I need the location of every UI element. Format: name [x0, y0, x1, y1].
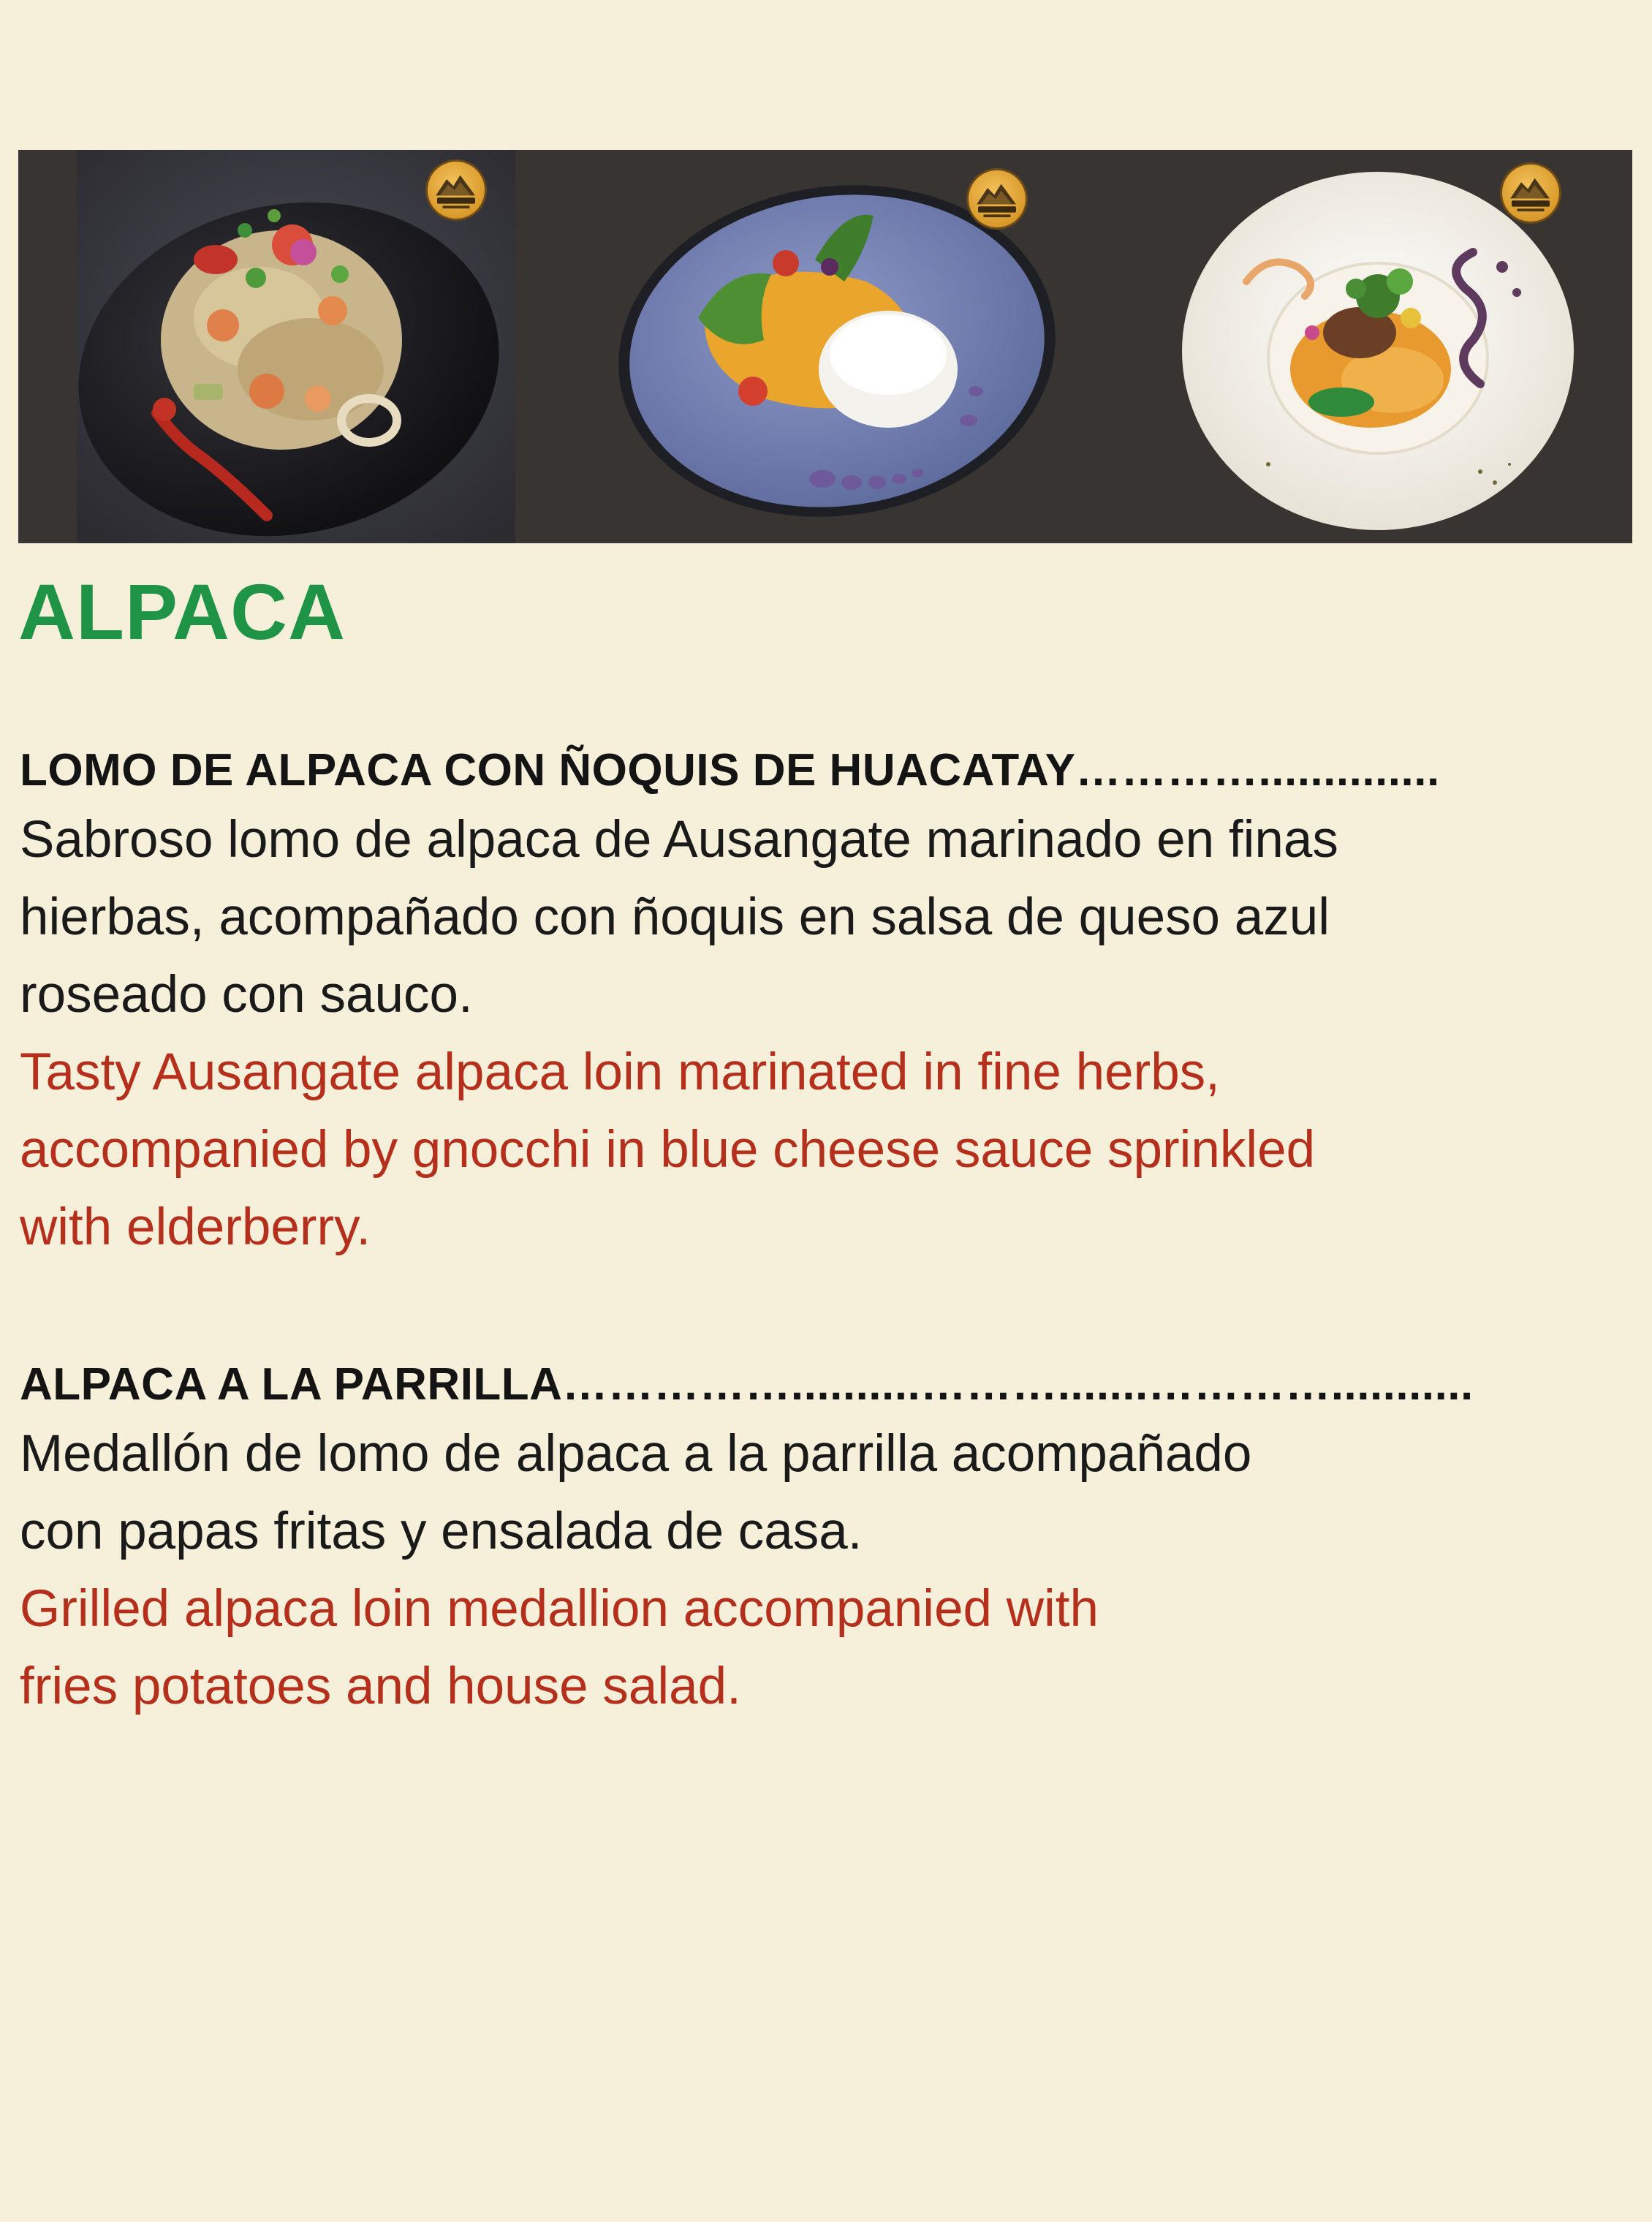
pueblo-viejo-logo [1500, 162, 1561, 224]
dish-description-spanish: Sabroso lomo de alpaca de Ausangate marinado en finas hierbas, acompañado con ñoquis en salsa de queso azul roseado con sauco. [20, 811, 1338, 1024]
dish-description-english: Grilled alpaca loin medallion accompanied with fries potatoes and house salad. [20, 1580, 1099, 1715]
dish-name: LOMO DE ALPACA CON ÑOQUIS DE HUACATAY………….............. [20, 745, 1440, 796]
section-title: ALPACA [18, 567, 346, 656]
menu-item [20, 740, 1628, 1266]
pueblo-viejo-logo [425, 159, 487, 221]
menu-item [20, 1354, 1628, 1726]
dish-description-spanish: Medallón de lomo de alpaca a la parrilla acompañado con papas fritas y ensalada de casa. [20, 1425, 1252, 1560]
dish-name: ALPACA A LA PARRILLA……………..........……….......…………........... [20, 1359, 1474, 1410]
dish-description-english: Tasty Ausangate alpaca loin marinated in fine herbs, accompanied by gnocchi in blue cheese sauce sprinkled with elderberry. [20, 1043, 1316, 1256]
pueblo-viejo-logo [966, 168, 1028, 230]
food-photo-banner [18, 150, 1632, 543]
